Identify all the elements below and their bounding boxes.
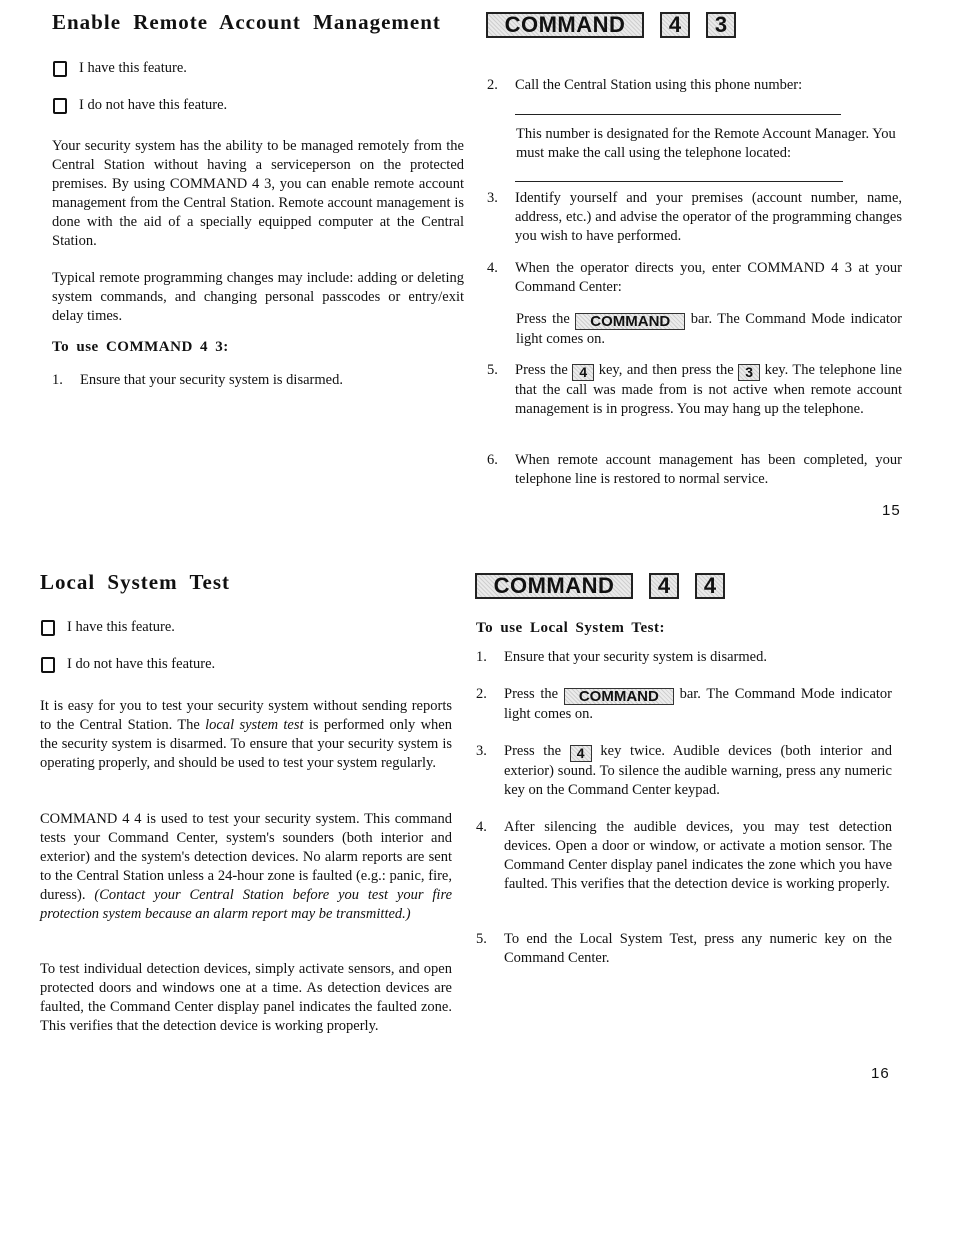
- checkbox-label: I have this feature.: [67, 619, 175, 635]
- number-key: 4: [570, 745, 592, 762]
- telephone-location-line: [515, 181, 843, 182]
- step-text: [504, 742, 892, 800]
- checkbox-label: I do not have this feature.: [79, 97, 228, 113]
- list-item: [476, 742, 892, 800]
- list-item: [487, 451, 902, 489]
- step-number: 5.: [476, 931, 487, 947]
- step-text-part: key twice. Audible devices (both interior and exterior) sound. To silence the audible warning, press any numeric key on the Command Center keypad.: [504, 743, 893, 798]
- step-text-part: Press the: [515, 362, 568, 378]
- number-key: 4: [649, 573, 679, 599]
- phone-number-line: [515, 114, 841, 115]
- number-key: 3: [738, 364, 760, 381]
- checkbox-no-feature[interactable]: [41, 656, 215, 673]
- step-text: Ensure that your security system is disarmed.: [504, 649, 767, 665]
- detail-text: Press the: [516, 311, 570, 327]
- list-item: [52, 371, 464, 390]
- number-key: 4: [572, 364, 594, 381]
- step-number: 4.: [487, 260, 498, 276]
- intro-paragraph: [40, 697, 452, 773]
- page-title-remote: Enable Remote Account Management: [52, 10, 441, 34]
- list-item: [487, 76, 902, 95]
- list-item: [476, 685, 892, 724]
- para-emphasis: (Contact your Central Station before you test your fire protection system because an alarm report may be transmitted.): [40, 887, 452, 922]
- step-number: 3.: [476, 743, 487, 759]
- para-emphasis: local system test: [205, 717, 304, 733]
- step-text: When remote account management has been completed, your telephone line is restored to normal service.: [515, 452, 902, 487]
- page-title-local-test: Local System Test: [40, 570, 231, 594]
- para-text: COMMAND 4 4 is used to test your security system. This command tests your Command Center, system's sounders (both interior and exterior) and the system's detection devices. No alarm reports are sent to the Central Station unless a 24-hour zone is faulted (e.g.: panic, fire, duress).: [40, 811, 452, 903]
- command-key: COMMAND: [486, 12, 644, 38]
- devices-paragraph: To test individual detection devices, simply activate sensors, and open protected doors and windows one at a time. As detection devices are faulted, the Command Center display panel indicates the faulted zone. This verifies that the detection device is working properly.: [40, 961, 452, 1034]
- command-header: [486, 12, 736, 38]
- checkbox-icon[interactable]: [53, 98, 67, 114]
- checkbox-label: I have this feature.: [79, 60, 187, 76]
- list-item: [476, 648, 892, 667]
- command-header: [475, 573, 725, 599]
- step-number: 5.: [487, 362, 498, 378]
- detail-text: bar. The Command Mode indicator light comes on.: [516, 311, 902, 347]
- step-text: Ensure that your security system is disarmed.: [80, 372, 343, 388]
- step-text-part: bar. The Command Mode indicator light comes on.: [504, 686, 892, 722]
- step-text: Call the Central Station using this phone number:: [515, 77, 803, 93]
- step-text: [515, 361, 902, 419]
- step-number: 2.: [476, 686, 487, 702]
- instructions-heading: To use Local System Test:: [476, 620, 665, 636]
- step-text-part: key, and then press the: [598, 362, 734, 378]
- number-key: 4: [695, 573, 725, 599]
- checkbox-icon[interactable]: [41, 657, 55, 673]
- step-text: When the operator directs you, enter COMMAND 4 3 at your Command Center:: [515, 260, 902, 295]
- changes-paragraph: Typical remote programming changes may include: adding or deleting system commands, and changing personal passcodes or entry/exit delay times.: [52, 270, 464, 324]
- step-number: 1.: [52, 372, 63, 388]
- command-key: COMMAND: [475, 573, 633, 599]
- checkbox-have-feature[interactable]: [53, 60, 187, 77]
- checkbox-no-feature[interactable]: [53, 97, 227, 114]
- step-text: After silencing the audible devices, you may test detection devices. Open a door or window, or activate a motion sensor. The Command Center display panel indicates the zone which you have faulted. This verifies that the detection device is working properly.: [504, 819, 892, 892]
- checkbox-icon[interactable]: [41, 620, 55, 636]
- step-detail: [516, 310, 902, 349]
- para-text: It is easy for you to test your security system without sending reports to the Central Station. The: [40, 698, 452, 733]
- command-key: COMMAND: [575, 313, 685, 330]
- step-text: To end the Local System Test, press any numeric key on the Command Center.: [504, 931, 892, 966]
- instructions-heading: To use COMMAND 4 3:: [52, 339, 229, 355]
- number-key: 3: [706, 12, 736, 38]
- checkbox-icon[interactable]: [53, 61, 67, 77]
- page-number: 16: [871, 1065, 890, 1082]
- step-number: 4.: [476, 819, 487, 835]
- step-text: [504, 685, 892, 724]
- intro-paragraph: Your security system has the ability to be managed remotely from the Central Station without having a serviceperson on the protected premises. By using COMMAND 4 3, you can enable remote account management from the Central Station. Remote account management is done with the aid of a specially equipped computer at the Central Station.: [52, 138, 464, 249]
- step-note: This number is designated for the Remote Account Manager. You must make the call using the telephone located:: [516, 126, 896, 161]
- step-text: Identify yourself and your premises (account number, name, address, etc.) and advise the operator of the programming changes you wish to have performed.: [515, 190, 902, 244]
- number-key: 4: [660, 12, 690, 38]
- list-item: [487, 361, 902, 419]
- step-text-part: Press the: [504, 743, 562, 759]
- command-paragraph: [40, 810, 452, 924]
- checkbox-have-feature[interactable]: [41, 619, 175, 636]
- step-number: 1.: [476, 649, 487, 665]
- step-number: 3.: [487, 190, 498, 206]
- list-item: [487, 259, 902, 297]
- step-number: 2.: [487, 77, 498, 93]
- step-number: 6.: [487, 452, 498, 468]
- command-key: COMMAND: [564, 688, 674, 705]
- step-text-part: key. The telephone line that the call was made from is not active when remote account management is in progress. You may hang up the telephone.: [515, 362, 902, 417]
- list-item: [476, 818, 892, 894]
- list-item: [487, 189, 902, 246]
- checkbox-label: I do not have this feature.: [67, 656, 216, 672]
- list-item: [476, 930, 892, 968]
- para-text: is performed only when the security system is disarmed. To ensure that your security system is operating properly, and should be used to test your system regularly.: [40, 717, 452, 771]
- page-number: 15: [882, 502, 901, 519]
- step-text-part: Press the: [504, 686, 559, 702]
